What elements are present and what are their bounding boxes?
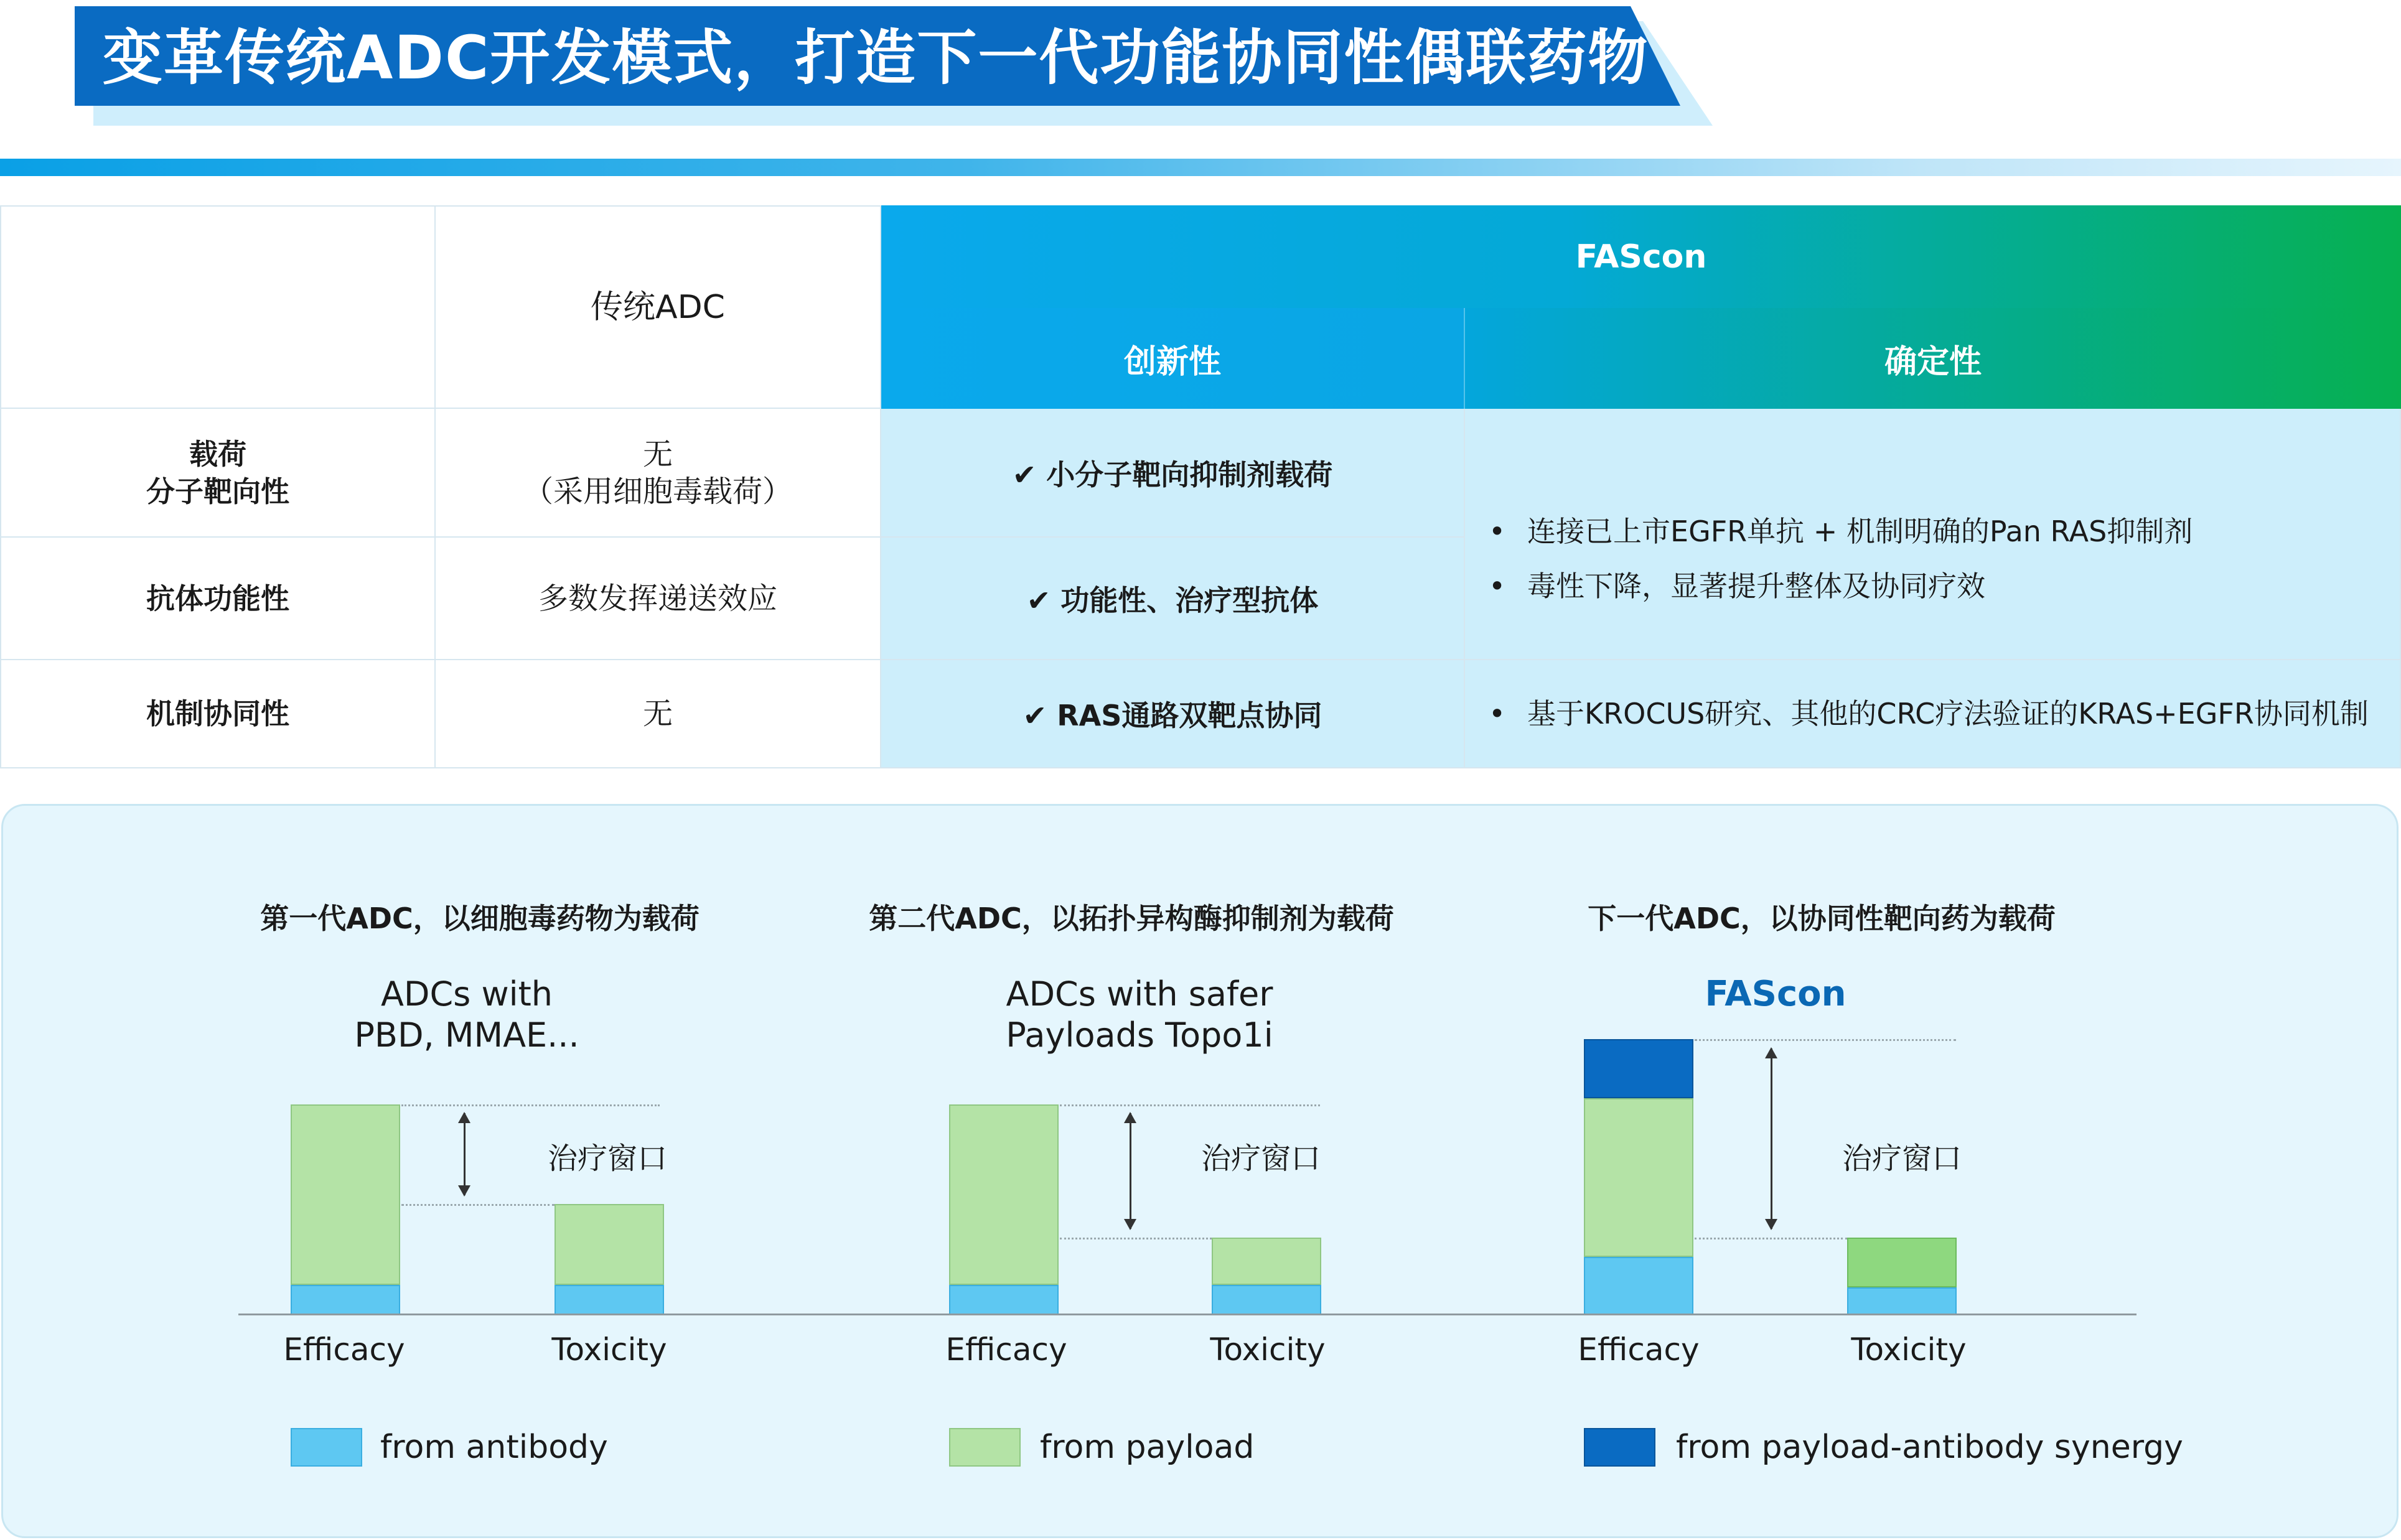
gen3-efficacy-synergy-segment [1584,1039,1693,1098]
gen3-title: 下一代ADC，以协同性靶向药为载荷 [1588,902,2056,935]
legend-synergy-label: from payload-antibody synergy [1676,1429,2183,1466]
adc-generation-panel [1,804,2399,1538]
comparison-table [0,205,2401,768]
gen2-toxicity-antibody-segment [1212,1285,1321,1315]
cell-text-line: 无 [642,436,673,472]
legend-synergy-swatch [1584,1428,1655,1467]
gen2-efficacy-payload-segment [949,1104,1059,1285]
list-item: • 基于KROCUS研究、其他的CRC疗法验证的KRAS+EGFR协同机制 [1527,686,2369,741]
certainty-cell-row-3 [1465,660,2401,768]
gen3-toxicity-guide-line [1695,1238,1847,1239]
header-fascon: FAScon [881,205,2401,308]
gen1-title: 第一代ADC，以细胞毒药物为载荷 [260,902,700,935]
gen2-toxicity-label: Toxicity [1210,1332,1326,1368]
subtitle-line: PBD, MMAE... [354,1015,579,1055]
subtitle-line: Payloads Topo1i [1006,1015,1273,1055]
gen2-toxicity-payload-segment [1212,1238,1321,1285]
gen3-window-arrow [1771,1048,1772,1229]
title-banner [0,0,1718,128]
row2-innovation-cell: ✔ 功能性、治疗型抗体 [881,538,1465,660]
header-certainty: 确定性 [1465,308,2401,409]
gen3-subtitle-fascon: FAScon [1705,974,1846,1014]
legend-antibody-swatch [291,1428,362,1467]
gen2-subtitle [1006,974,1273,1056]
gen1-toxicity-antibody-segment [555,1285,664,1315]
row-label-mechanism-synergy: 机制协同性 [0,660,436,768]
list-item: • 连接已上市EGFR单抗 + 机制明确的Pan RAS抑制剂 [1527,504,2193,559]
gen3-efficacy-guide-line [1695,1039,1956,1041]
gen2-toxicity-guide-line [1060,1238,1212,1239]
gen2-efficacy-antibody-segment [949,1285,1059,1315]
gen3-therapeutic-window-label: 治疗窗口 [1842,1141,1962,1176]
gen1-window-arrow [464,1113,466,1195]
subtitle-line: ADCs with [380,974,553,1014]
gen3-efficacy-payload-segment [1584,1098,1693,1257]
gen2-therapeutic-window-label: 治疗窗口 [1201,1141,1321,1176]
title-underline-bar [0,159,2401,176]
gen2-efficacy-guide-line [1060,1104,1320,1106]
gen3-toxicity-payload-segment [1847,1238,1957,1287]
subtitle-line: ADCs with safer [1006,974,1273,1014]
row1-traditional-cell [436,409,881,538]
chart-baseline [238,1314,2137,1315]
legend-antibody-label: from antibody [380,1429,608,1466]
legend-payload-swatch [949,1428,1021,1467]
gen1-toxicity-payload-segment [555,1204,664,1285]
row-label-payload-targeting [0,409,436,538]
gen2-title: 第二代ADC，以拓扑异构酶抑制剂为载荷 [869,902,1394,935]
certainty-bullet-list [1490,686,2369,741]
cell-text-line: （采用细胞毒载荷） [523,474,792,509]
gen2-efficacy-label: Efficacy [945,1332,1067,1368]
legend-payload-label: from payload [1040,1429,1255,1466]
row-label-line: 分子靶向性 [146,474,289,508]
row1-innovation-cell: ✔ 小分子靶向抑制剂载荷 [881,409,1465,538]
list-item: • 毒性下降，显著提升整体及协同疗效 [1527,559,2193,614]
row3-traditional-cell: 无 [436,660,881,768]
gen1-efficacy-guide-line [401,1104,660,1106]
gen3-efficacy-antibody-segment [1584,1257,1693,1315]
gen1-therapeutic-window-label: 治疗窗口 [548,1141,668,1176]
page-title: 变革传统ADC开发模式，打造下一代功能协同性偶联药物 [103,23,1649,93]
gen1-efficacy-antibody-segment [291,1285,400,1315]
certainty-bullet-list [1490,504,2193,614]
gen1-toxicity-guide-line [401,1204,555,1206]
gen3-efficacy-label: Efficacy [1578,1332,1700,1368]
table-corner-cell [0,205,436,409]
gen3-toxicity-antibody-segment [1847,1287,1957,1315]
header-traditional-adc: 传统ADC [436,205,881,409]
header-innovation: 创新性 [881,308,1465,409]
gen2-window-arrow [1130,1113,1131,1229]
gen3-toxicity-label: Toxicity [1851,1332,1967,1368]
row-label-line: 载荷 [189,437,246,471]
gen1-subtitle [354,974,579,1056]
certainty-cell-rows-1-2 [1465,409,2401,660]
row3-innovation-cell: ✔ RAS通路双靶点协同 [881,660,1465,768]
gen1-efficacy-payload-segment [291,1104,400,1285]
row2-traditional-cell: 多数发挥递送效应 [436,538,881,660]
gen1-toxicity-label: Toxicity [551,1332,667,1368]
row-label-antibody-function: 抗体功能性 [0,538,436,660]
gen1-efficacy-label: Efficacy [283,1332,405,1368]
